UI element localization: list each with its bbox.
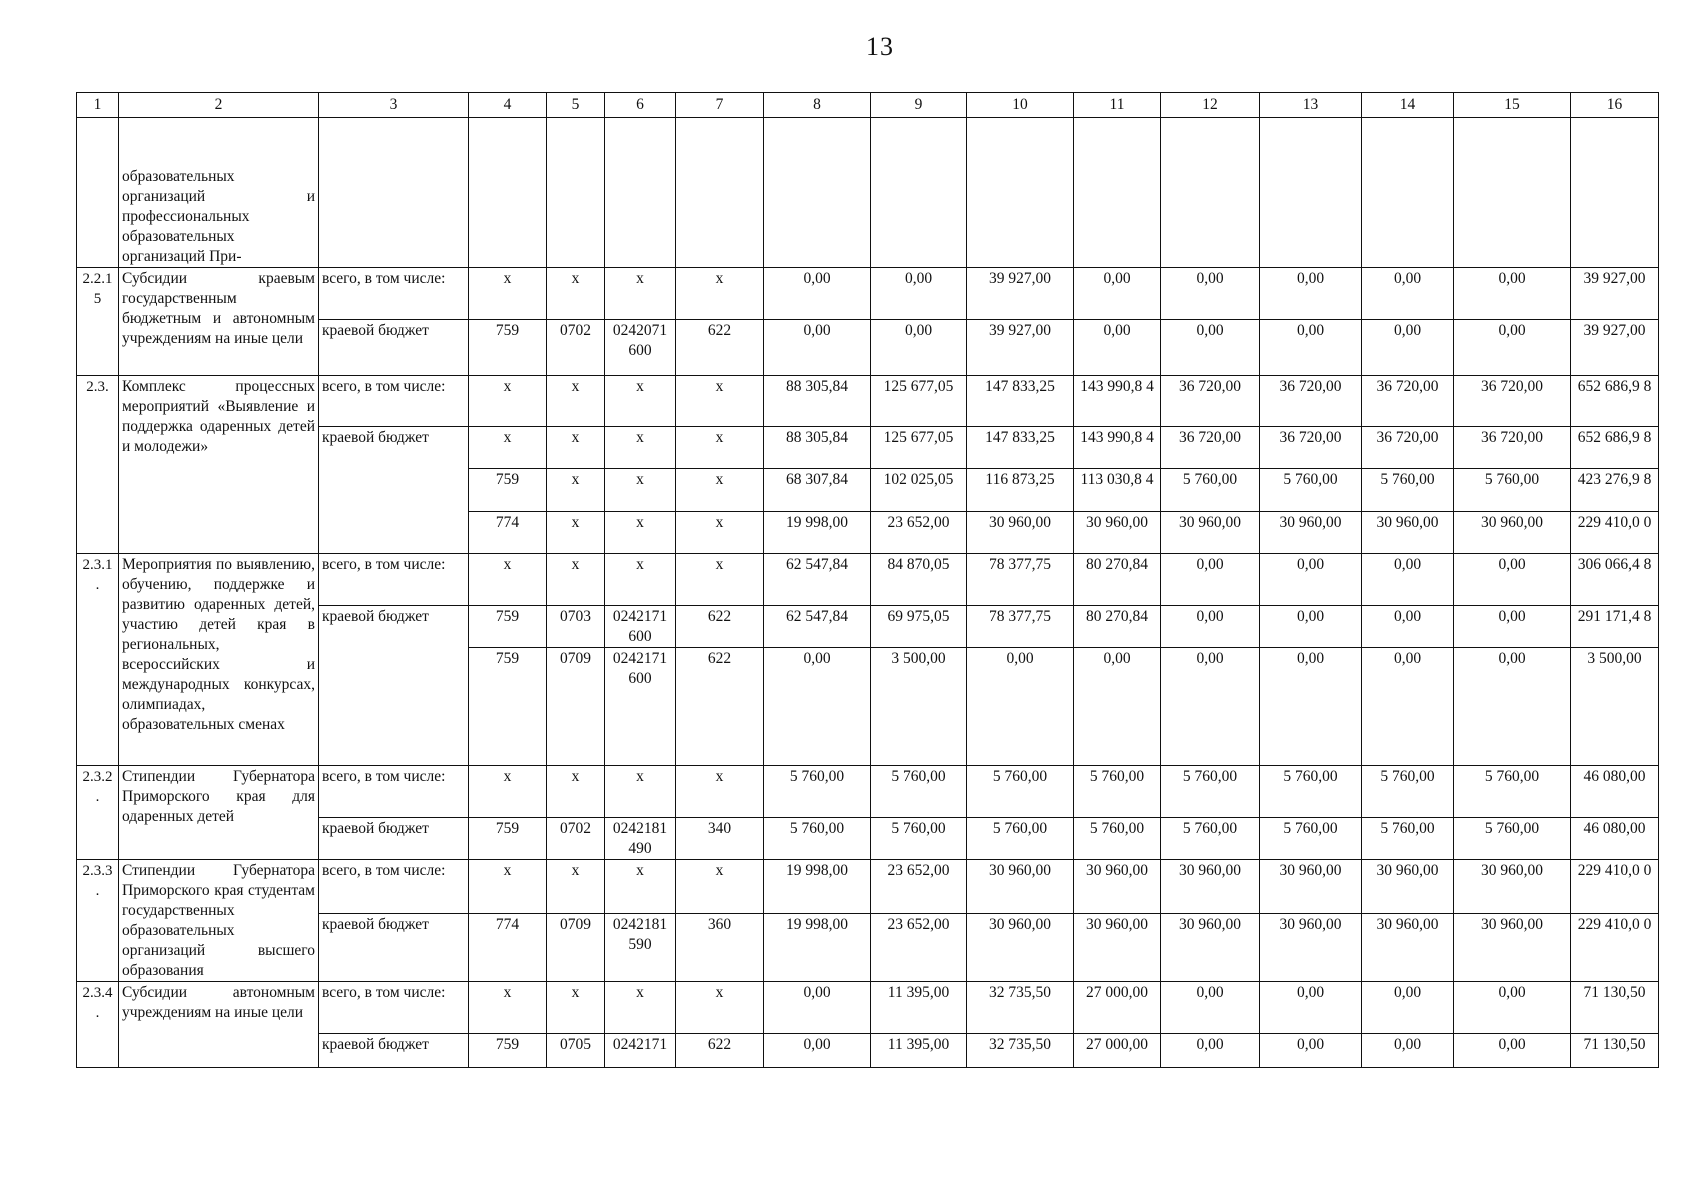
table-cell: 30 960,00 (967, 913, 1074, 981)
table-cell: 0242181 490 (605, 818, 676, 860)
table-cell: 5 760,00 (1260, 469, 1362, 512)
table-cell: 5 760,00 (1074, 766, 1161, 818)
header-cell: 15 (1454, 93, 1571, 118)
table-cell: x (605, 469, 676, 512)
table-cell: 30 960,00 (1454, 512, 1571, 554)
table-cell: 0,00 (1161, 648, 1260, 766)
table-cell: 5 760,00 (1260, 766, 1362, 818)
table-cell: x (676, 376, 764, 427)
header-cell: 11 (1074, 93, 1161, 118)
table-cell: x (605, 427, 676, 469)
table-cell: 5 760,00 (1161, 469, 1260, 512)
table-cell: 143 990,8 4 (1074, 376, 1161, 427)
table-cell: 0,00 (1161, 320, 1260, 376)
table-cell: 5 760,00 (1074, 818, 1161, 860)
table-cell: 5 760,00 (1454, 469, 1571, 512)
table-row (77, 860, 1659, 914)
table-cell: 0,00 (1161, 554, 1260, 606)
table-cell: x (547, 554, 605, 606)
table-cell: 306 066,4 8 (1571, 554, 1659, 606)
table-cell: 116 873,25 (967, 469, 1074, 512)
item-description: Комплекс процессных мероприятий «Выявление и поддержка одаренных детей и молодежи» (119, 376, 319, 554)
table-cell: 5 760,00 (1362, 766, 1454, 818)
table-cell: 19 998,00 (764, 512, 871, 554)
table-cell: 147 833,25 (967, 427, 1074, 469)
table-cell: 11 395,00 (871, 982, 967, 1034)
table-cell: 11 395,00 (871, 1034, 967, 1068)
table-cell: x (676, 860, 764, 914)
header-cell: 5 (547, 93, 605, 118)
table-cell (469, 118, 547, 268)
item-number: 2.3. (77, 376, 119, 554)
table-cell (319, 118, 469, 268)
table-cell: 622 (676, 606, 764, 648)
header-cell: 16 (1571, 93, 1659, 118)
table-cell: 30 960,00 (1454, 913, 1571, 981)
table-cell: 0,00 (1454, 606, 1571, 648)
table-cell: 30 960,00 (1362, 913, 1454, 981)
table-cell: 0,00 (1161, 606, 1260, 648)
table-cell: 80 270,84 (1074, 554, 1161, 606)
item-description: Субсидии краевым государственным бюджетным и автономным учреждениям на иные цели (119, 268, 319, 376)
source-cell: краевой бюджет (319, 606, 469, 766)
table-cell: 62 547,84 (764, 606, 871, 648)
table-cell: 23 652,00 (871, 860, 967, 914)
table-cell: 0,00 (1161, 1034, 1260, 1068)
table-cell: x (469, 766, 547, 818)
table-cell: x (547, 512, 605, 554)
table-cell (764, 118, 871, 268)
table-cell: x (605, 766, 676, 818)
source-cell: краевой бюджет (319, 320, 469, 376)
table-cell: 0709 (547, 913, 605, 981)
table-cell: 39 927,00 (1571, 268, 1659, 320)
item-description: Стипендии Губернатора Приморского края для одаренных детей (119, 766, 319, 860)
table-cell: 143 990,8 4 (1074, 427, 1161, 469)
item-number: 2.3.1 . (77, 554, 119, 766)
table-cell: 30 960,00 (1161, 860, 1260, 914)
table-cell: 0,00 (1161, 982, 1260, 1034)
item-number: 2.2.1 5 (77, 268, 119, 376)
table-cell: 774 (469, 512, 547, 554)
source-cell: всего, в том числе: (319, 982, 469, 1034)
header-cell: 6 (605, 93, 676, 118)
table-cell: x (676, 427, 764, 469)
table-cell: x (676, 766, 764, 818)
table-cell: x (469, 427, 547, 469)
table-cell (1260, 118, 1362, 268)
table-cell: 229 410,0 0 (1571, 860, 1659, 914)
table-cell: 5 760,00 (967, 818, 1074, 860)
table-cell: 36 720,00 (1161, 427, 1260, 469)
table-cell: 39 927,00 (967, 268, 1074, 320)
table-cell: 5 760,00 (871, 818, 967, 860)
table-cell: 0,00 (967, 648, 1074, 766)
table-cell: 0242171 600 (605, 648, 676, 766)
table-cell: x (605, 860, 676, 914)
table-cell: 0,00 (1260, 982, 1362, 1034)
table-cell: 5 760,00 (764, 766, 871, 818)
table-cell: 622 (676, 648, 764, 766)
table-cell: 19 998,00 (764, 860, 871, 914)
source-cell: краевой бюджет (319, 1034, 469, 1068)
table-cell: 78 377,75 (967, 606, 1074, 648)
table-cell: 5 760,00 (1161, 818, 1260, 860)
table-cell: 23 652,00 (871, 913, 967, 981)
table-cell: 5 760,00 (967, 766, 1074, 818)
table-cell: 0703 (547, 606, 605, 648)
table-cell: 46 080,00 (1571, 766, 1659, 818)
table-cell: 0,00 (1260, 648, 1362, 766)
table-cell: 30 960,00 (1074, 512, 1161, 554)
table-cell: 0,00 (1362, 554, 1454, 606)
table-cell: 36 720,00 (1260, 427, 1362, 469)
table-cell: 5 760,00 (764, 818, 871, 860)
source-cell: всего, в том числе: (319, 860, 469, 914)
item-description: Стипендии Губернатора Приморского края студентам государственных образовательных организаций высшего образования (119, 860, 319, 982)
table-cell: 30 960,00 (1260, 913, 1362, 981)
table-cell: 0,00 (871, 268, 967, 320)
table-cell: 759 (469, 320, 547, 376)
table-cell: 68 307,84 (764, 469, 871, 512)
table-cell: 30 960,00 (1260, 860, 1362, 914)
table-cell: 71 130,50 (1571, 982, 1659, 1034)
header-cell: 8 (764, 93, 871, 118)
table-cell: 0,00 (764, 1034, 871, 1068)
table-cell: x (469, 982, 547, 1034)
table-cell: 0,00 (1260, 320, 1362, 376)
table-cell (605, 118, 676, 268)
budget-table (76, 92, 1659, 1068)
table-cell: 62 547,84 (764, 554, 871, 606)
item-description: Мероприятия по выявлению, обучению, поддержке и развитию одаренных детей, участию детей края в региональных, всероссийских и международных конкурсах, олимпиадах, образовательных сменах (119, 554, 319, 766)
table-cell: 88 305,84 (764, 376, 871, 427)
table-cell (1362, 118, 1454, 268)
table-cell: 0,00 (1362, 648, 1454, 766)
table-cell: 5 760,00 (1454, 818, 1571, 860)
table-cell: 36 720,00 (1362, 427, 1454, 469)
table-cell: 0,00 (871, 320, 967, 376)
table-cell: x (547, 766, 605, 818)
header-cell: 3 (319, 93, 469, 118)
table-cell: x (676, 512, 764, 554)
header-cell: 2 (119, 93, 319, 118)
table-cell: 30 960,00 (967, 512, 1074, 554)
header-cell: 13 (1260, 93, 1362, 118)
table-row (77, 268, 1659, 320)
table-cell: x (605, 268, 676, 320)
continuation-description: образовательных организаций и профессиональных образовательных организаций При- (119, 118, 319, 268)
table-cell: 0242071 600 (605, 320, 676, 376)
table-cell: 0,00 (1454, 268, 1571, 320)
table-cell: 69 975,05 (871, 606, 967, 648)
table-row (77, 554, 1659, 606)
item-number: 2.3.4 . (77, 982, 119, 1068)
table-cell: 0,00 (1362, 606, 1454, 648)
page-number: 13 (866, 32, 894, 61)
table-cell: 0,00 (1454, 982, 1571, 1034)
item-number: 2.3.2 . (77, 766, 119, 860)
header-cell: 7 (676, 93, 764, 118)
table-cell: 0,00 (1260, 268, 1362, 320)
table-cell: 0,00 (764, 982, 871, 1034)
table-cell: 32 735,50 (967, 982, 1074, 1034)
table-cell: 0,00 (1362, 268, 1454, 320)
table-cell (1161, 118, 1260, 268)
table-cell: 0,00 (1454, 1034, 1571, 1068)
table-cell: 30 960,00 (1074, 913, 1161, 981)
table-cell: 0,00 (1362, 320, 1454, 376)
header-cell: 14 (1362, 93, 1454, 118)
table-cell: 652 686,9 8 (1571, 376, 1659, 427)
table-cell: 36 720,00 (1454, 427, 1571, 469)
table-cell: 0709 (547, 648, 605, 766)
table-cell: 5 760,00 (1161, 766, 1260, 818)
table-cell: 36 720,00 (1454, 376, 1571, 427)
table-cell: 0,00 (1074, 268, 1161, 320)
table-cell: 0,00 (1362, 982, 1454, 1034)
table-cell: 229 410,0 0 (1571, 913, 1659, 981)
table-cell: x (469, 268, 547, 320)
table-cell: 23 652,00 (871, 512, 967, 554)
table-cell: x (676, 469, 764, 512)
table-cell: 0242181 590 (605, 913, 676, 981)
table-cell: 340 (676, 818, 764, 860)
table-cell: 125 677,05 (871, 427, 967, 469)
table-cell: 0,00 (1454, 320, 1571, 376)
table-cell: x (676, 982, 764, 1034)
table-cell: x (547, 982, 605, 1034)
table-cell: 30 960,00 (1362, 512, 1454, 554)
table-cell: x (605, 554, 676, 606)
header-cell: 1 (77, 93, 119, 118)
table-cell: 5 760,00 (1260, 818, 1362, 860)
table-cell (967, 118, 1074, 268)
table-cell: 125 677,05 (871, 376, 967, 427)
table-cell: 30 960,00 (1362, 860, 1454, 914)
table-cell: x (547, 860, 605, 914)
header-cell: 4 (469, 93, 547, 118)
table-cell: 0,00 (1454, 648, 1571, 766)
table-cell (77, 118, 119, 268)
table-cell: 84 870,05 (871, 554, 967, 606)
table-cell: 113 030,8 4 (1074, 469, 1161, 512)
table-cell: 0,00 (1161, 268, 1260, 320)
table-cell: 5 760,00 (1362, 469, 1454, 512)
table-cell (871, 118, 967, 268)
source-cell: краевой бюджет (319, 427, 469, 554)
table-cell: 0,00 (1074, 320, 1161, 376)
source-cell: всего, в том числе: (319, 766, 469, 818)
table-cell: 80 270,84 (1074, 606, 1161, 648)
table-cell: 0,00 (1074, 648, 1161, 766)
table-cell: 652 686,9 8 (1571, 427, 1659, 469)
source-cell: всего, в том числе: (319, 376, 469, 427)
table-cell: 46 080,00 (1571, 818, 1659, 860)
table-cell: 0,00 (1260, 554, 1362, 606)
table-row (77, 982, 1659, 1034)
table-cell: 147 833,25 (967, 376, 1074, 427)
table-cell: 30 960,00 (1161, 913, 1260, 981)
table-cell: 19 998,00 (764, 913, 871, 981)
table-cell: 759 (469, 469, 547, 512)
table-cell: x (605, 982, 676, 1034)
table-cell: 0,00 (764, 648, 871, 766)
table-cell: 3 500,00 (871, 648, 967, 766)
table-cell: 423 276,9 8 (1571, 469, 1659, 512)
table-cell: 0,00 (1454, 554, 1571, 606)
table-cell: 0,00 (1260, 606, 1362, 648)
table-cell: 229 410,0 0 (1571, 512, 1659, 554)
header-cell: 12 (1161, 93, 1260, 118)
item-description: Субсидии автономным учреждениям на иные цели (119, 982, 319, 1068)
table-cell: x (547, 268, 605, 320)
source-cell: краевой бюджет (319, 818, 469, 860)
table-cell (547, 118, 605, 268)
item-number: 2.3.3 . (77, 860, 119, 982)
table-cell: x (469, 860, 547, 914)
table-cell: 5 760,00 (871, 766, 967, 818)
table-cell: 774 (469, 913, 547, 981)
table-cell: 36 720,00 (1362, 376, 1454, 427)
table-cell: 759 (469, 648, 547, 766)
table-cell: 36 720,00 (1260, 376, 1362, 427)
table-cell: 759 (469, 818, 547, 860)
table-cell (1454, 118, 1571, 268)
table-cell: 291 171,4 8 (1571, 606, 1659, 648)
table-cell: x (605, 512, 676, 554)
table-cell: 30 960,00 (1260, 512, 1362, 554)
table-cell: 71 130,50 (1571, 1034, 1659, 1068)
table-cell: 0,00 (764, 268, 871, 320)
table-cell: 30 960,00 (1161, 512, 1260, 554)
table-cell: 622 (676, 320, 764, 376)
header-cell: 10 (967, 93, 1074, 118)
source-cell: всего, в том числе: (319, 268, 469, 320)
table-cell: 27 000,00 (1074, 1034, 1161, 1068)
table-cell: 36 720,00 (1161, 376, 1260, 427)
table-cell: 0,00 (764, 320, 871, 376)
source-cell: всего, в том числе: (319, 554, 469, 606)
table-cell: 39 927,00 (1571, 320, 1659, 376)
table-cell: x (676, 554, 764, 606)
table-cell: 622 (676, 1034, 764, 1068)
continuation-row (77, 118, 1659, 268)
table-cell: 0242171 (605, 1034, 676, 1068)
table-cell: x (547, 469, 605, 512)
table-cell: x (547, 427, 605, 469)
table-cell: x (469, 376, 547, 427)
table-cell: 30 960,00 (1454, 860, 1571, 914)
table-cell: 30 960,00 (967, 860, 1074, 914)
header-row (77, 93, 1659, 118)
table-cell: x (605, 376, 676, 427)
table-cell: 0705 (547, 1034, 605, 1068)
table-cell: 0,00 (1260, 1034, 1362, 1068)
table-cell: 5 760,00 (1454, 766, 1571, 818)
table-cell: 0242171 600 (605, 606, 676, 648)
table-cell: x (676, 268, 764, 320)
table-cell (1074, 118, 1161, 268)
table-cell: x (469, 554, 547, 606)
table-cell: 759 (469, 606, 547, 648)
table-cell: 0702 (547, 818, 605, 860)
table-row (77, 766, 1659, 818)
table-cell: 360 (676, 913, 764, 981)
table-cell: 39 927,00 (967, 320, 1074, 376)
table-cell: 78 377,75 (967, 554, 1074, 606)
table-cell: 27 000,00 (1074, 982, 1161, 1034)
table-cell: 5 760,00 (1362, 818, 1454, 860)
table-cell: 0702 (547, 320, 605, 376)
table-cell: 3 500,00 (1571, 648, 1659, 766)
table-cell: 32 735,50 (967, 1034, 1074, 1068)
table-cell: 30 960,00 (1074, 860, 1161, 914)
table-cell: 102 025,05 (871, 469, 967, 512)
source-cell: краевой бюджет (319, 913, 469, 981)
table-cell: 759 (469, 1034, 547, 1068)
table-cell: 88 305,84 (764, 427, 871, 469)
table-cell (676, 118, 764, 268)
header-cell: 9 (871, 93, 967, 118)
table-row (77, 376, 1659, 427)
table-cell: x (547, 376, 605, 427)
table-cell (1571, 118, 1659, 268)
table-cell: 0,00 (1362, 1034, 1454, 1068)
